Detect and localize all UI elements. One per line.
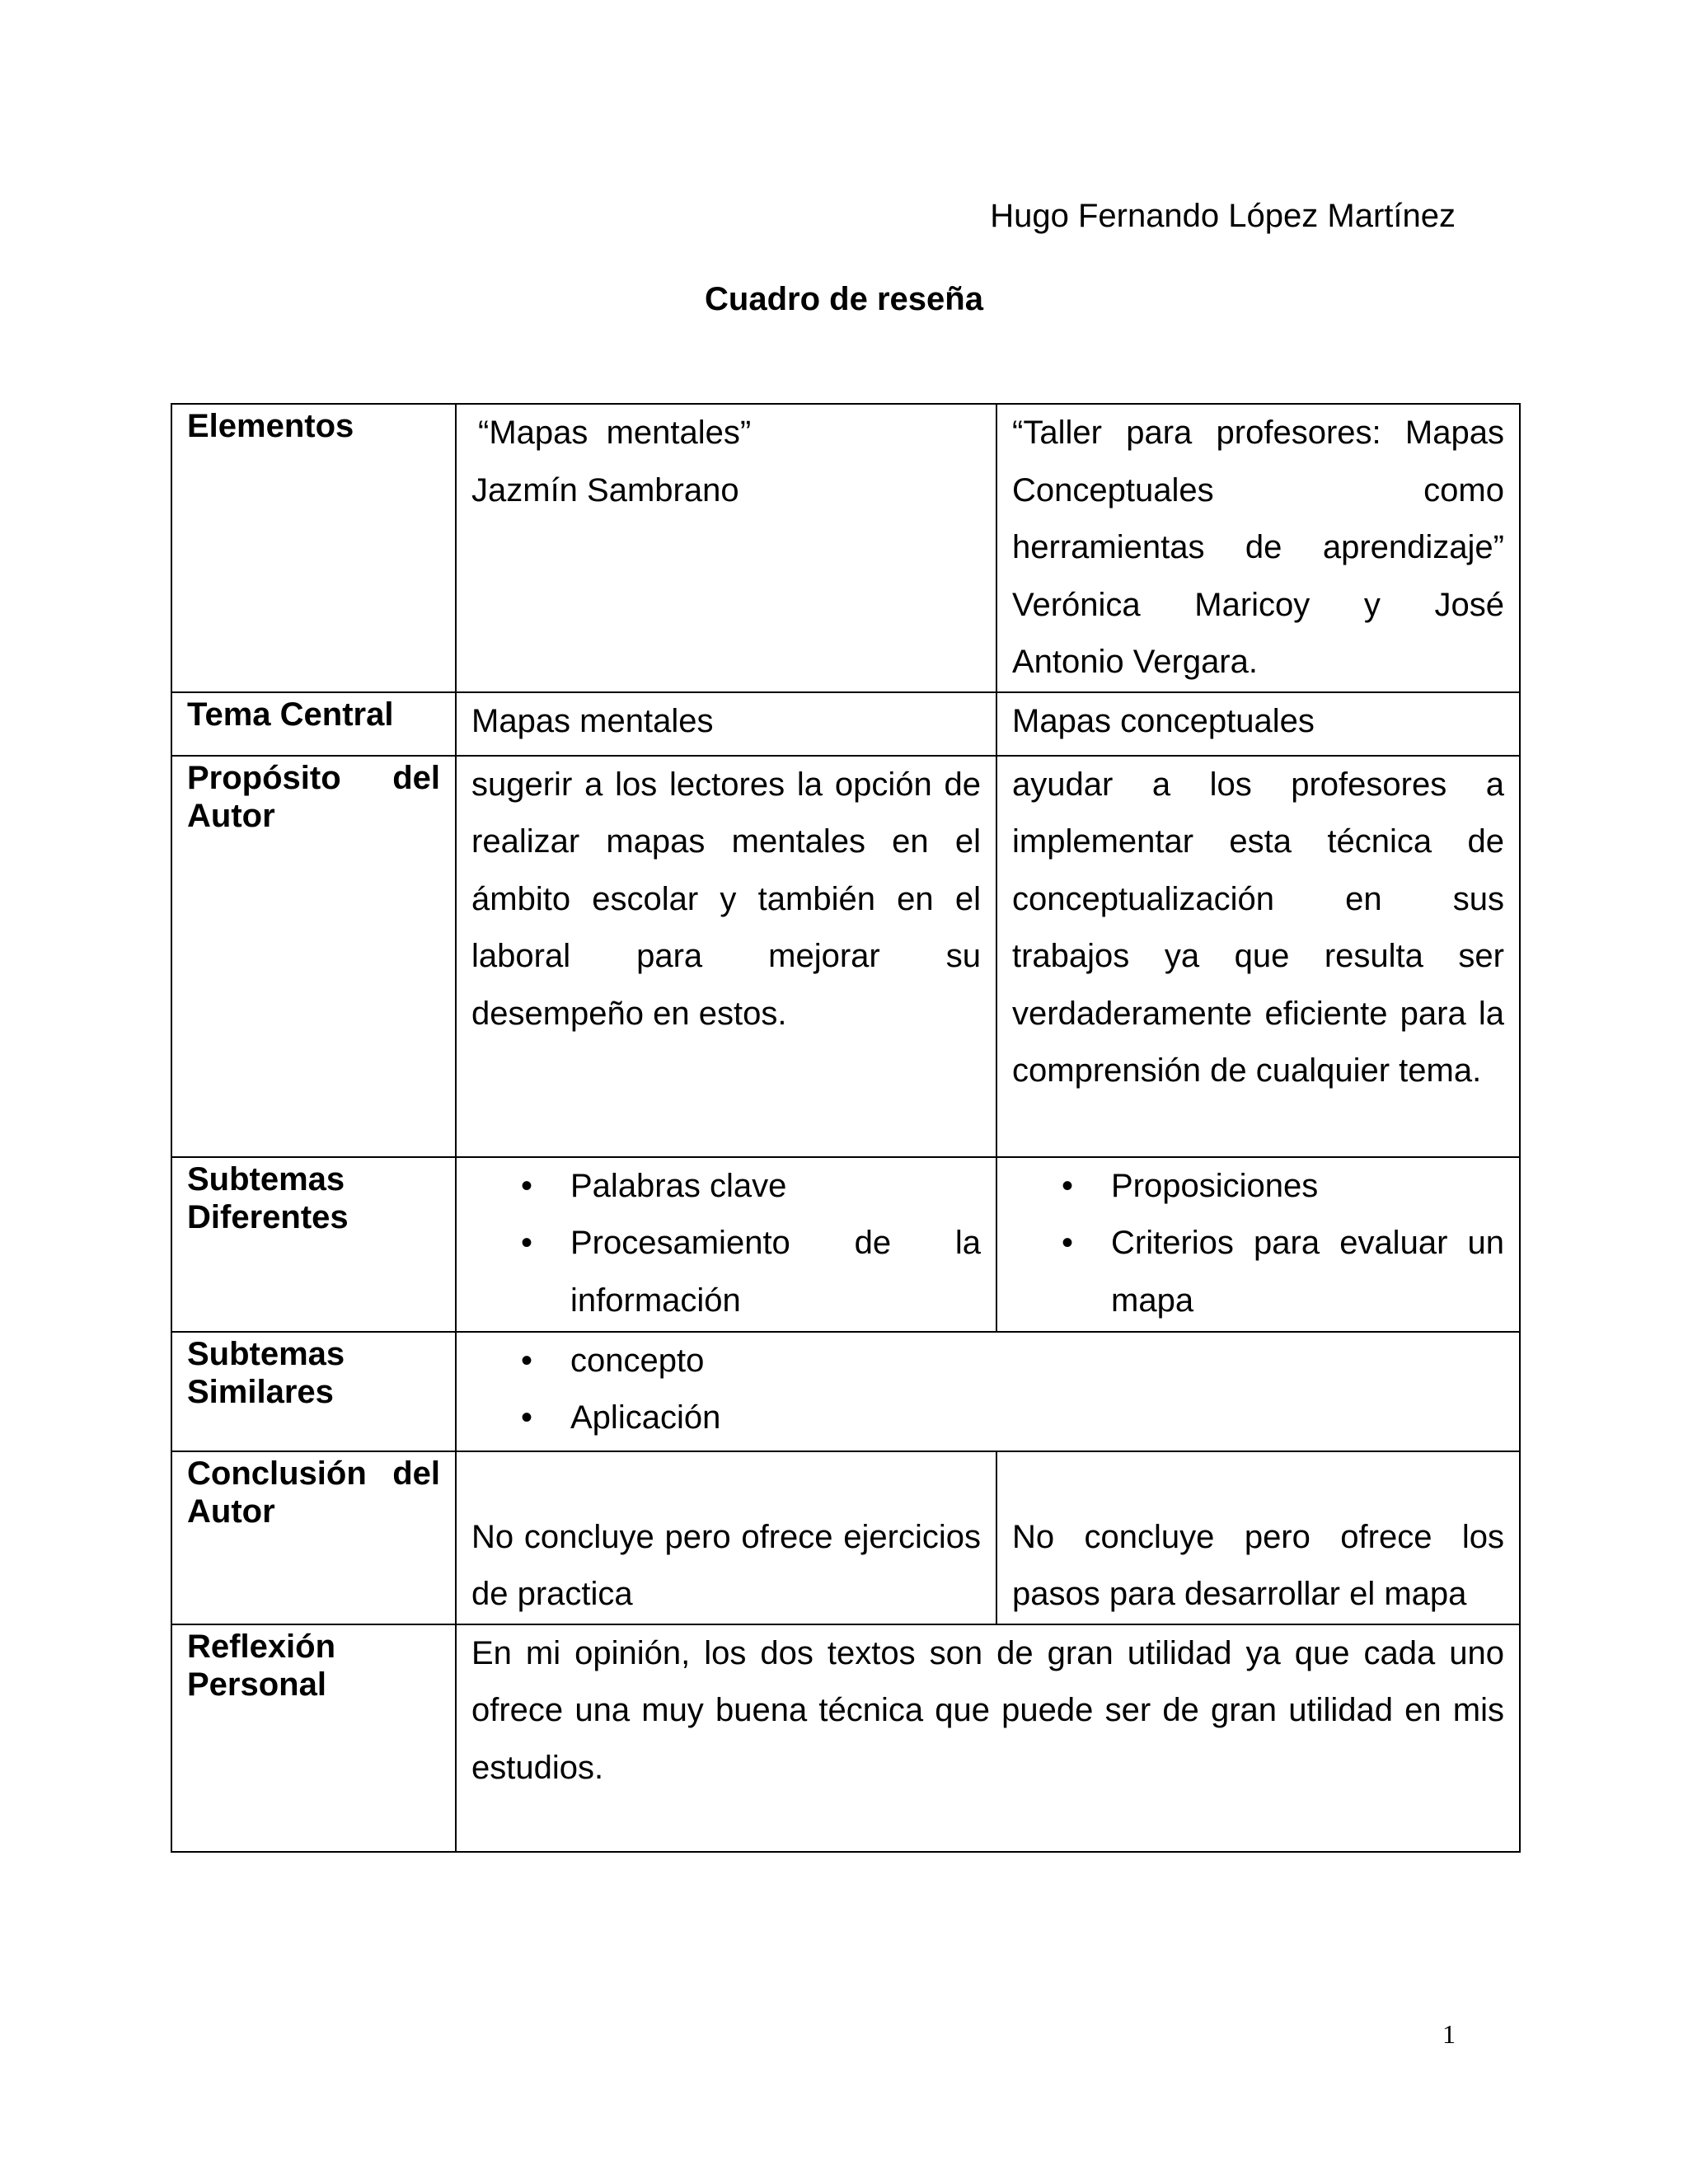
row-label-subtemas-similares: Subtemas Similares [171, 1332, 456, 1451]
taller-title-line-2: Conceptuales como [1012, 471, 1504, 509]
review-table [171, 403, 1521, 1853]
subtemas-diferentes-col1 [456, 1157, 996, 1332]
reflexion-text: En mi opinión, los dos textos son de gran utilidad ya que cada uno ofrece una muy buena técnica que puede ser de gran utilidad en mis estudios. [471, 1634, 1504, 1786]
taller-authors-line-1: Verónica Maricoy y José [1012, 586, 1504, 623]
row-reflexion [171, 1624, 1520, 1852]
list-item: • Aplicación [471, 1390, 1504, 1447]
elementos-col1 [456, 404, 996, 692]
row-proposito [171, 756, 1520, 1157]
row-subtemas-similares [171, 1332, 1520, 1451]
proposito-col2-text: ayudar a los profesores a implementar esta técnica de conceptualización en sus trabajos ya que resulta ser verdaderamente eficiente para la comprensión de cualquier tema. [1012, 766, 1504, 1089]
tema-central-col1: Mapas mentales [456, 692, 996, 756]
row-conclusion [171, 1451, 1520, 1624]
elementos-col2 [996, 404, 1520, 692]
taller-title-line-1: “Taller para profesores: Mapas [1012, 415, 1504, 451]
row-label-reflexion: Reflexión Personal [171, 1624, 456, 1852]
conclusion-col1-text: No concluye pero ofrece ejercicios de practica [471, 1518, 981, 1612]
subtemas-similares-cell [456, 1332, 1520, 1451]
row-elementos [171, 404, 1520, 692]
conclusion-col1-spacer [471, 1452, 981, 1509]
conclusion-col2 [996, 1451, 1520, 1624]
conclusion-col2-spacer [1012, 1452, 1504, 1509]
document-title: Cuadro de reseña [705, 281, 983, 317]
subtemas-diferentes-col2 [996, 1157, 1520, 1332]
taller-title-line-3: herramientas de aprendizaje” [1012, 529, 1504, 565]
list-item: • Palabras clave [471, 1158, 981, 1216]
author-name: Hugo Fernando López Martínez [990, 198, 1456, 234]
proposito-col2 [996, 756, 1520, 1157]
subtemas-similares-list [471, 1333, 1504, 1447]
conclusion-col1 [456, 1451, 996, 1624]
row-label-elementos: Elementos [171, 404, 456, 692]
proposito-col1-text: sugerir a los lectores la opción de realizar mapas mentales en el ámbito escolar y también en el laboral para mejorar su desempeño en estos. [471, 766, 981, 1032]
row-tema-central [171, 692, 1520, 756]
mapas-mentales-title: “Mapas mentales” [478, 415, 752, 451]
page-number: 1 [1442, 2019, 1456, 2049]
tema-central-col2: Mapas conceptuales [996, 692, 1520, 756]
mapas-mentales-author: Jazmín Sambrano [471, 471, 739, 509]
row-label-proposito: Propósito del Autor [171, 756, 456, 1157]
row-label-tema-central: Tema Central [171, 692, 456, 756]
conclusion-col2-text: No concluye pero ofrece los pasos para desarrollar el mapa [1012, 1518, 1504, 1612]
row-label-conclusion: Conclusión del Autor [171, 1451, 456, 1624]
row-subtemas-diferentes [171, 1157, 1520, 1332]
row-label-subtemas-diferentes: Subtemas Diferentes [171, 1157, 456, 1332]
subtemas-diferentes-col1-list [471, 1158, 981, 1330]
reflexion-cell [456, 1624, 1520, 1852]
list-item: • concepto [471, 1333, 1504, 1390]
list-item: • Proposiciones [1012, 1158, 1504, 1216]
taller-authors-line-2: Antonio Vergara. [1012, 644, 1258, 680]
proposito-col1 [456, 756, 996, 1157]
list-item: • Criterios para evaluar un mapa [1012, 1215, 1504, 1329]
list-item: • Procesamiento de la información [471, 1215, 981, 1329]
subtemas-diferentes-col2-list [1012, 1158, 1504, 1330]
